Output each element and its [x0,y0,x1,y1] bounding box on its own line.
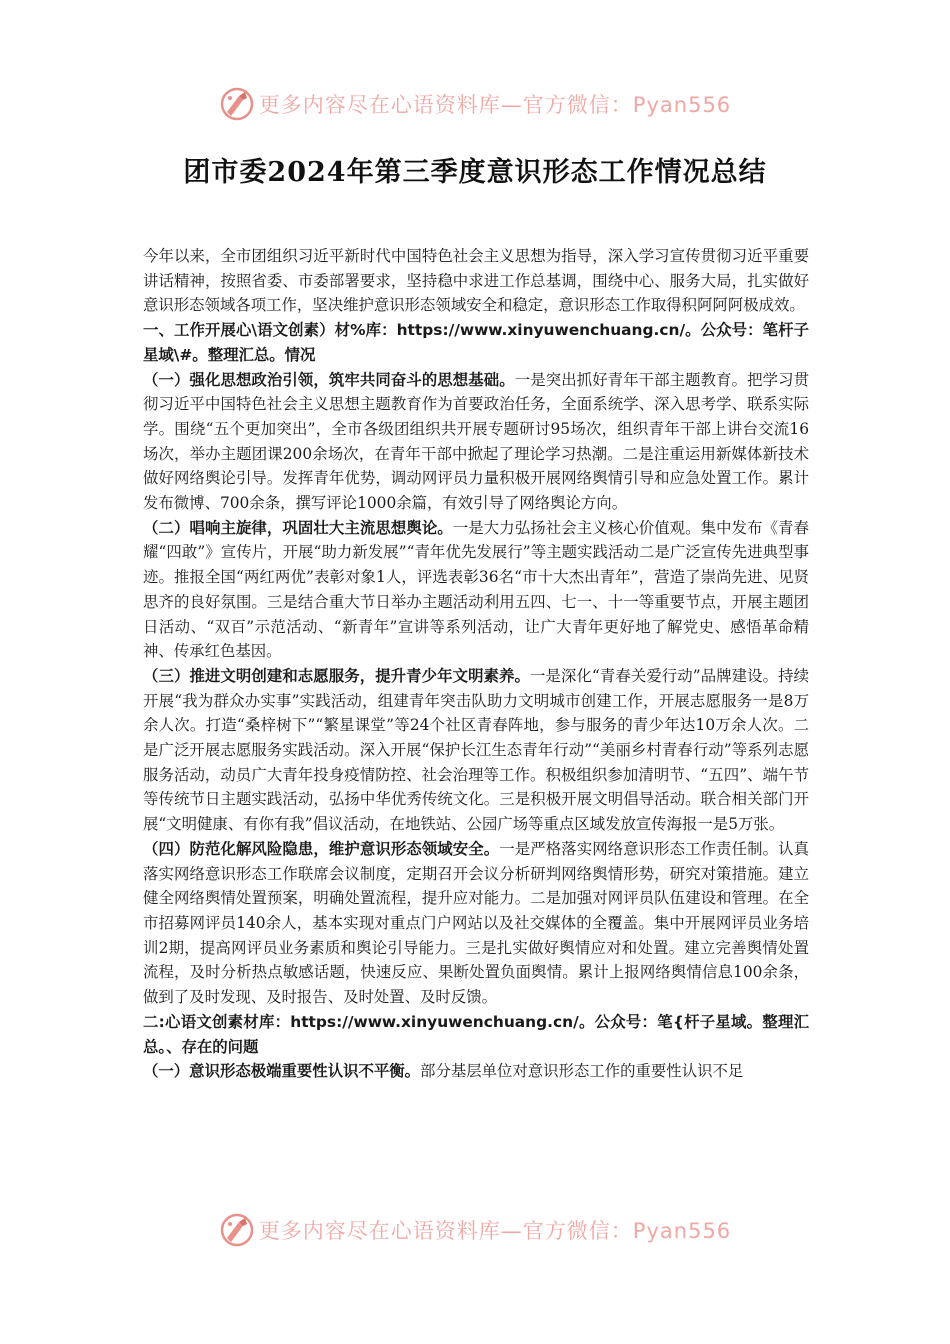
paragraph-body-3: 一是深化“青春关爱行动”品牌建设。持续开展“我为群众办实事”实践活动，组建青年突击队助力文明城市创建工作，开展志愿服务一是8万余人次。打造“桑梓树下”“繁星课堂”等24个社区青春阵地，参与服务的青少年达10万余人次。二是广泛开展志愿服务实践活动。深入开展“保护长江生态青年行动”“美丽乡村青春行动”等系列志愿服务活动，动员广大青年投身疫情防控、社会治理等工作。积极组织参加清明节、“五四”、端午节等传统节日主题实践活动，弘扬中华优秀传统文化。三是积极开展文明倡导活动。联合相关部门开展“文明健康、有你有我”倡议活动，在地铁站、公园广场等重点区域发放宣传海报一是5万张。 [143,666,809,834]
intro-paragraph: 今年以来，全市团组织习近平新时代中国特色社会主义思想为指导，深入学习宣传贯彻习近平重要讲话精神，按照省委、市委部署要求，坚持稳中求进工作总基调，围绕中心、服务大局，扎实做好意识形态领域各项工作，坚决维护意识形态领域安全和稳定，意识形态工作取得积阿阿阿极成效。 [143,247,809,315]
watermark-text-bottom: 更多内容尽在心语资料库—官方微信：Pyan556 [258,1219,732,1243]
section1-paragraph-2 [143,516,809,664]
section-heading-2: 二:心语文创素材库：https://www.xinyuwenchuang.cn/。公众号：笔{杆子星域。整理汇总。、存在的问题 [143,1012,809,1056]
section-heading-1: 一、工作开展心\语文创素）材%库：https://www.xinyuwenchuang.cn/。公众号：笔杆子星域\#。整理汇总。情况 [143,321,809,364]
watermark-text-top: 更多内容尽在心语资料库—官方微信：Pyan556 [258,93,732,117]
sub-heading-1: （一）强化思想政治引领，筑牢共同奋斗的思想基础。 [143,370,515,389]
brand-logo-icon [219,86,255,122]
section1-paragraph-3 [143,664,809,837]
document-title: 团市委2024年第三季度意识形态工作情况总结 [183,157,767,188]
paragraph-body-5: 部分基层单位对意识形态工作的重要性认识不足 [420,1062,744,1081]
section1-paragraph-1 [143,368,809,516]
watermark-banner-bottom [0,1208,950,1252]
section1-paragraph-4 [143,837,809,1010]
brand-logo-icon [219,1212,255,1248]
section2-paragraph-1 [143,1059,809,1084]
sub-heading-3: （三）推进文明创建和志愿服务，提升青少年文明素养。 [143,666,530,685]
sub-heading-4: （四）防范化解风险隐患，维护意识形态领域安全。 [143,839,500,858]
sub-heading-5: （一）意识形态极端重要性认识不平衡。 [143,1062,421,1081]
paragraph-body-4: 一是严格落实网络意识形态工作责任制。认真落实网络意识形态工作联席会议制度，定期召开会议分析研判网络舆情形势，研究对策措施。建立健全网络舆情处置预案，明确处置流程，提升应对能力。二是加强对网评员队伍建设和管理。在全市招募网评员140余人，基本实现对重点门户网站以及社交媒体的全覆盖。集中开展网评员业务培训2期，提高网评员业务素质和舆论引导能力。三是扎实做好舆情应对和处置。建立完善舆情处置流程，及时分析热点敏感话题，快速反应、果断处置负面舆情。累计上报网络舆情信息100余条，做到了及时发现、及时报告、及时处置、及时反馈。 [143,839,809,1007]
watermark-banner-top [0,82,950,126]
sub-heading-2: （二）唱响主旋律，巩固壮大主流思想舆论。 [143,518,453,537]
document-body [143,244,809,1084]
paragraph-body-2: 一是大力弘扬社会主义核心价值观。集中发布《青春耀“四敢”》宣传片，开展“助力新发展”“青年优先发展行”等主题实践活动二是广泛宣传先进典型事迹。推报全国“两红两优”表彰对象1人，评选表彰36名“市十大杰出青年”，营造了崇尚先进、见贤思齐的良好氛围。三是结合重大节日举办主题活动利用五四、七一、十一等重要节点，开展主题团日活动、“双百”示范活动、“新青年”宣讲等系列活动，让广大青年更好地了解党史、感悟革命精神、传承红色基因。 [143,518,809,661]
paragraph-body-1: 一是突出抓好青年干部主题教育。把学习贯彻习近平中国特色社会主义思想主题教育作为首要政治任务，全面系统学、深入思考学、联系实际学。围绕“五个更加突出”，全市各级团组织共开展专题研讨95场次，组织青年干部上讲台交流16场次，举办主题团课200余场次，在青年干部中掀起了理论学习热潮。二是注重运用新媒体新技术做好网络舆论引导。发挥青年优势，调动网评员力量积极开展网络舆情引导和应急处置工作。累计发布微博、700余条，撰写评论1000余篇，有效引导了网络舆论方向。 [143,370,809,513]
